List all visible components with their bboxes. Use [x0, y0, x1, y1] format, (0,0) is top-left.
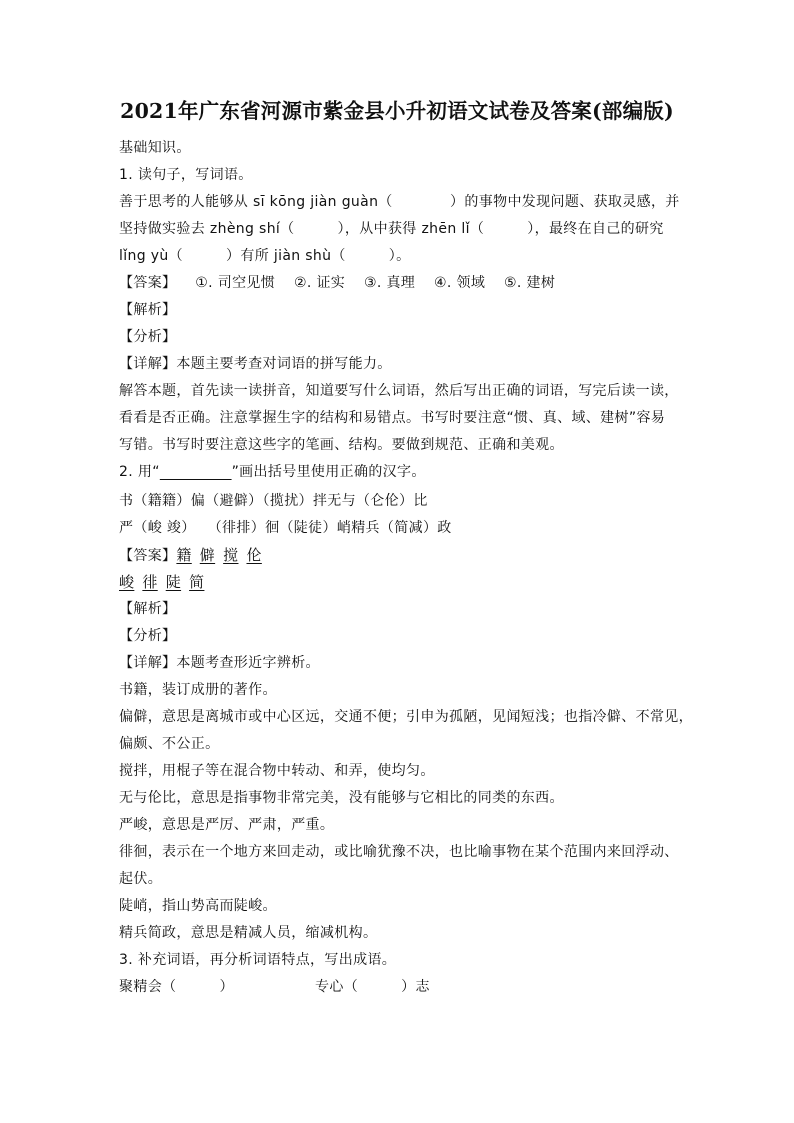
explanation-line: 看看是否正确。注意掌握生字的结构和易错点。书写时要注意“惯、真、域、建树”容易	[119, 410, 666, 426]
question-2-line-1: 书（籍籍）偏（避僻）（揽扰）拌无与（仑伦）比	[119, 493, 428, 509]
question-2-answer-row-2	[119, 573, 212, 592]
detail-text: 【详解】本题主要考查对词语的拼写能力。	[119, 356, 392, 372]
question-1-text-line-3: lǐng yù（ ）有所 jiàn shù（ ）。	[119, 248, 411, 264]
question-1-text-line-1: 善于思考的人能够从 sī kōng jiàn guàn（ ）的事物中发现问题、获取灵感，并	[119, 194, 680, 210]
explanation-line: 偏僻，意思是离城市或中心区远，交通不便；引申为孤陋，见闻短浅；也指冷僻、不常见，	[119, 709, 693, 725]
answer-word: 徘	[142, 573, 158, 591]
explanation-line: 陡峭，指山势高而陡峻。	[119, 898, 277, 914]
explanation-line: 精兵简政，意思是精减人员，缩减机构。	[119, 925, 378, 941]
answer-word: 籍	[176, 546, 192, 564]
answer-item: ③. 真理	[363, 275, 416, 291]
answer-word: 陡	[165, 573, 182, 591]
prompt-text: ”画出括号里使用正确的汉字。	[231, 464, 426, 480]
question-3-prompt: 3. 补充词语，再分析词语特点，写出成语。	[119, 952, 397, 968]
explanation-line: 起伏。	[119, 871, 163, 887]
answer-word: 伦	[246, 546, 262, 564]
answer-word: 搅	[223, 546, 239, 564]
document-title: 2021年广东省河源市紫金县小升初语文试卷及答案(部编版)	[120, 99, 674, 123]
answer-item: ②. 证实	[293, 275, 346, 291]
explanation-line: 无与伦比，意思是指事物非常完美，没有能够与它相比的同类的东西。	[119, 790, 564, 806]
answer-word: 峻	[119, 573, 135, 591]
answer-item: ⑤. 建树	[503, 275, 556, 291]
explanation-line: 徘徊，表示在一个地方来回走动，或比喻犹豫不决，也比喻事物在某个范围内来回浮动、	[119, 844, 679, 860]
breakdown-label: 【分析】	[119, 329, 177, 345]
question-2-prompt	[119, 463, 426, 481]
explanation-line: 搅拌，用棍子等在混合物中转动、和弄，使均匀。	[119, 763, 435, 779]
answer-item: ①. 司空见惯	[195, 275, 276, 291]
explanation-line: 写错。书写时要注意这些字的笔画、结构。要做到规范、正确和美观。	[119, 437, 564, 453]
question-2-answer-row-1	[119, 546, 270, 565]
prompt-text: 2. 用“	[119, 464, 160, 480]
answer-word: 僻	[199, 546, 216, 564]
question-2-line-2: 严（峻 竣） （徘排）徊（陡徒）峭精兵（简减）政	[119, 520, 452, 536]
detail-text: 【详解】本题考查形近字辨析。	[119, 655, 320, 671]
answer-label: 【答案】	[119, 275, 177, 291]
explanation-line: 解答本题，首先读一读拼音，知道要写什么词语，然后写出正确的词语，写完后读一读，	[119, 383, 679, 399]
answer-word: 简	[189, 573, 205, 591]
question-1-answer	[119, 274, 569, 292]
underline-blank	[160, 464, 232, 480]
breakdown-label: 【分析】	[119, 628, 177, 644]
answer-item: ④. 领域	[433, 275, 486, 291]
explanation-line: 严峻，意思是严厉、严肃，严重。	[119, 817, 335, 833]
analysis-label: 【解析】	[119, 601, 177, 617]
explanation-line: 偏颇、不公正。	[119, 736, 220, 752]
question-1-text-line-2: 坚持做实验去 zhèng shí（ ），从中获得 zhēn lǐ（ ），最终在自己的研究	[119, 221, 664, 237]
section-heading: 基础知识。	[119, 140, 191, 156]
question-3-blank-2: 专心（ ）志	[315, 979, 430, 995]
explanation-line: 书籍，装订成册的著作。	[119, 682, 277, 698]
question-3-blank-1: 聚精会（ ）	[119, 979, 234, 995]
question-1-prompt: 1. 读句子，写词语。	[119, 167, 253, 183]
analysis-label: 【解析】	[119, 302, 177, 318]
answer-label: 【答案】	[119, 548, 177, 564]
